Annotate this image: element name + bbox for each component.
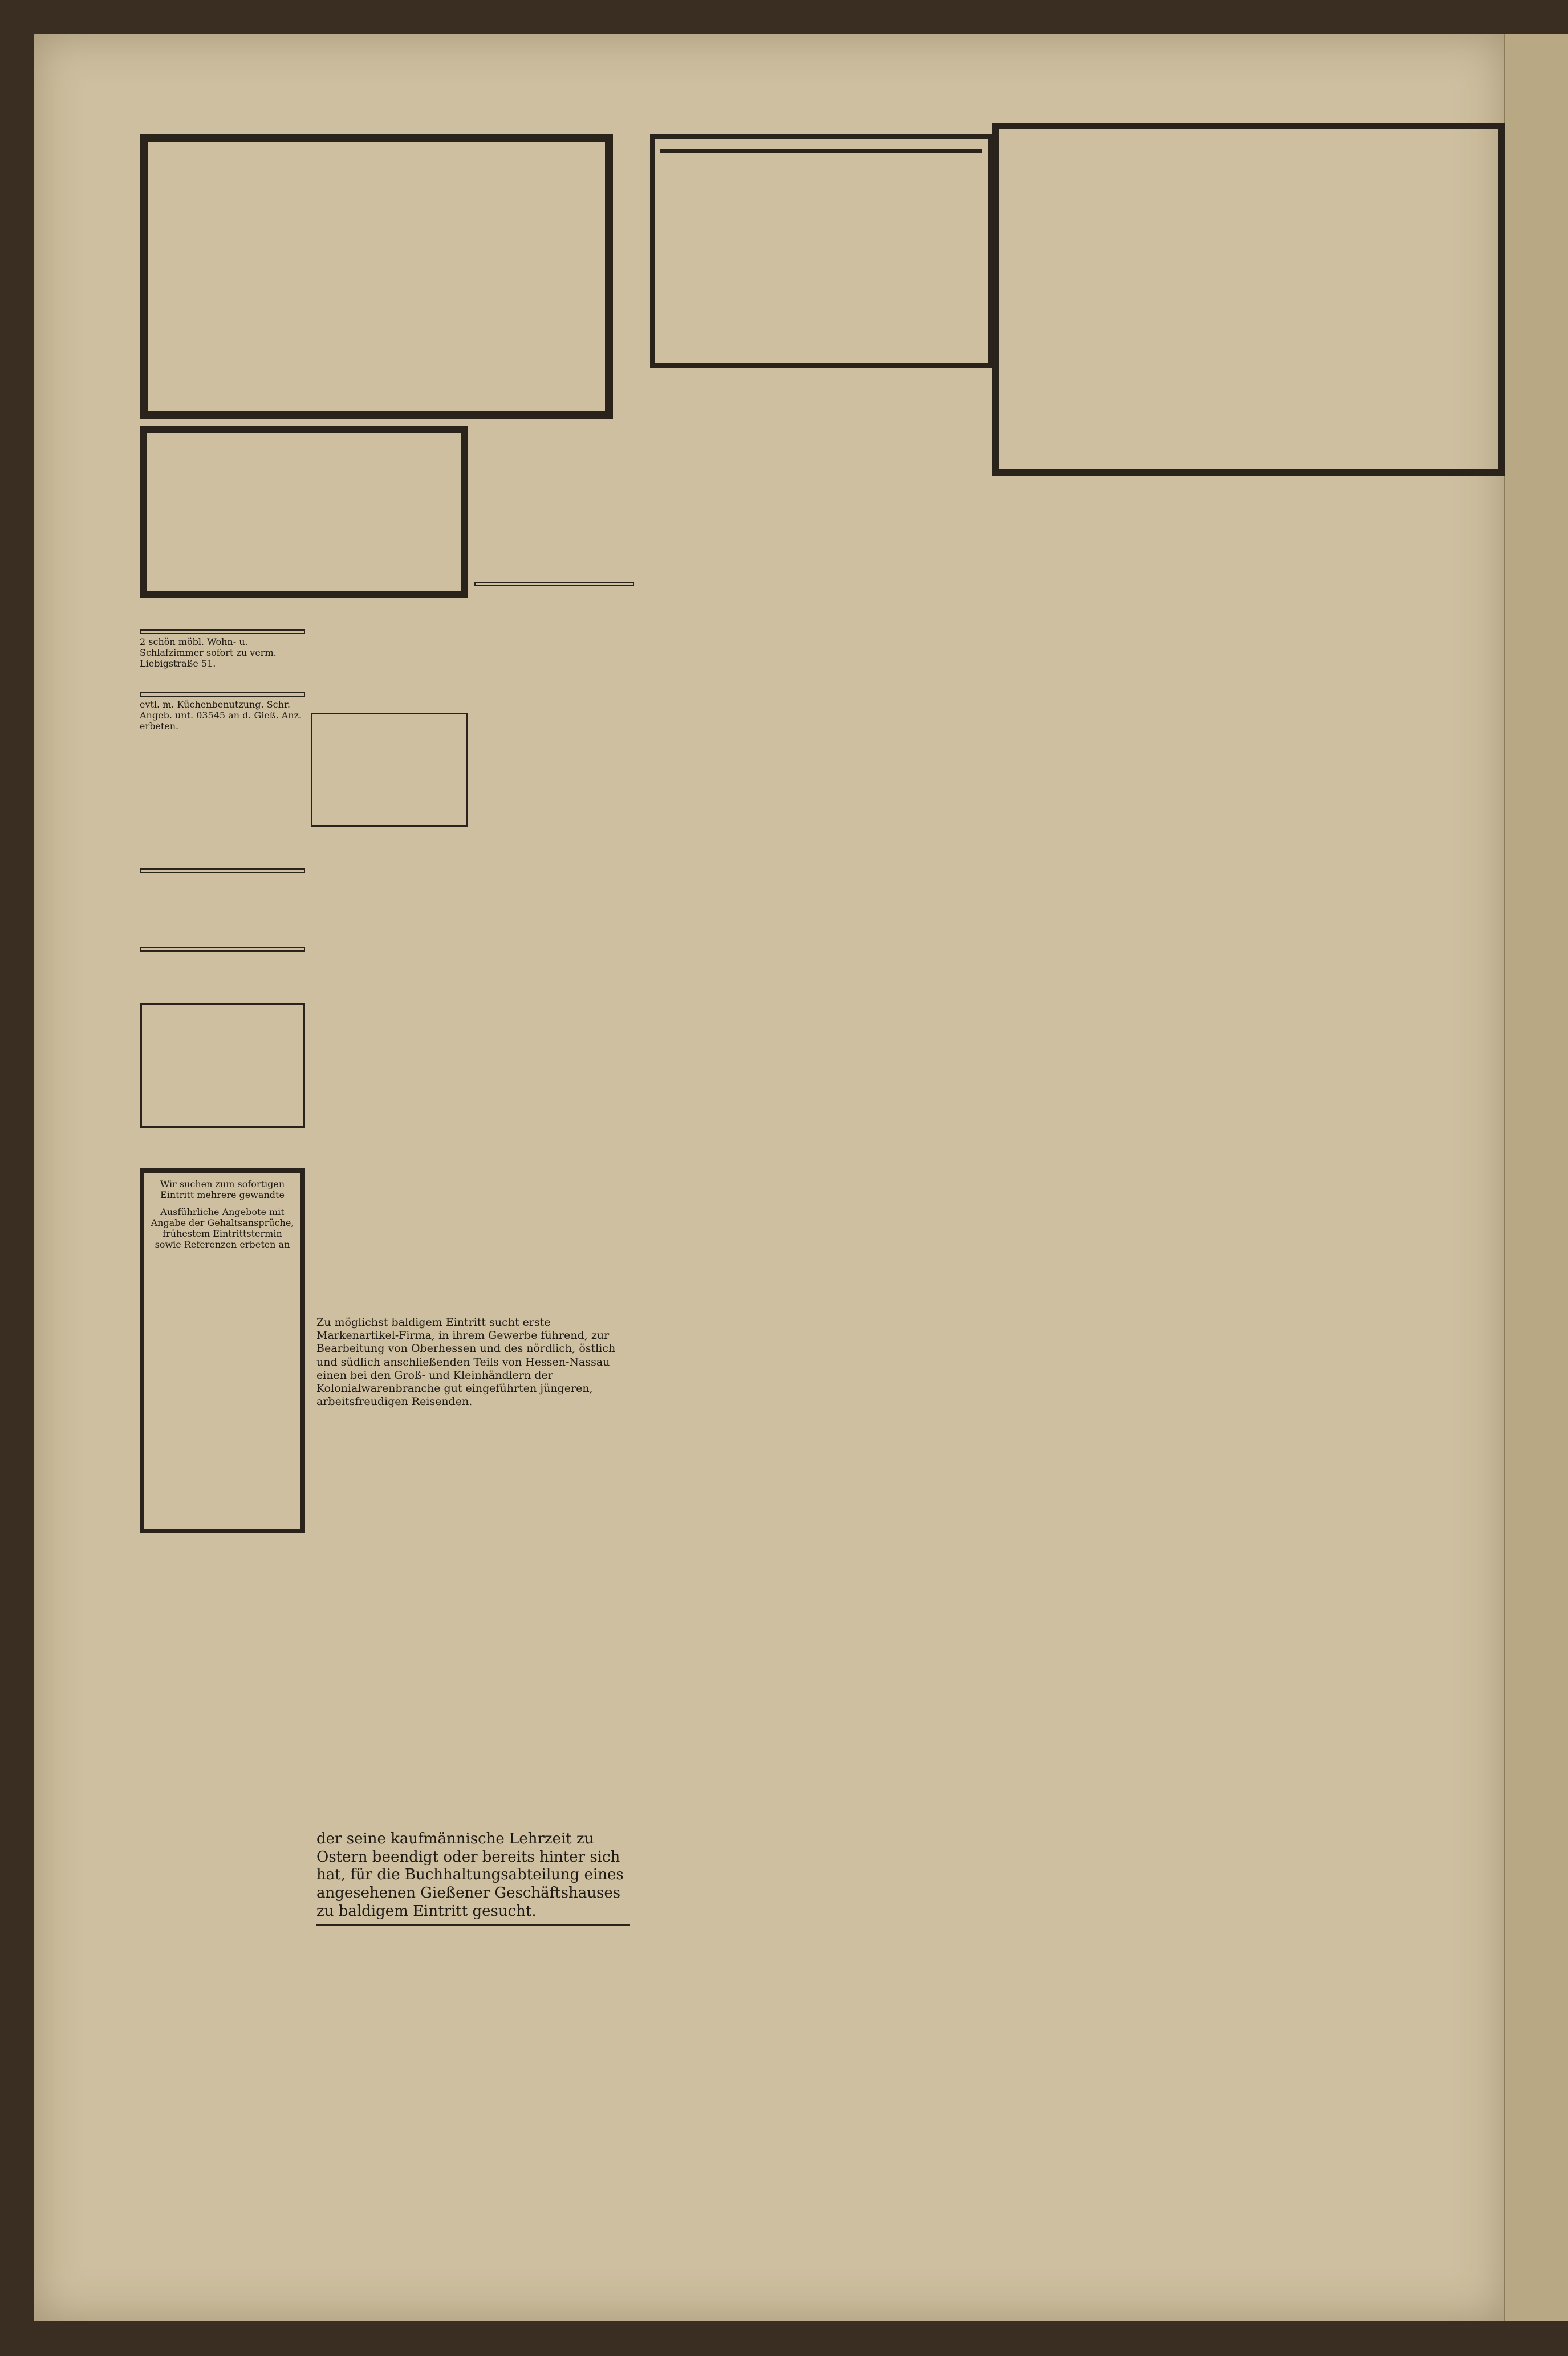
column-3: [474, 422, 634, 1300]
death-notice: [140, 134, 613, 419]
steno-ad: [140, 1168, 305, 1533]
section-vermietungen: [140, 629, 305, 634]
steno-intro: Wir suchen zum sofortigen Eintritt mehrere gewandte: [160, 1179, 285, 1201]
column-1: [140, 627, 305, 2304]
paedagogium-ad: [650, 134, 992, 368]
column-2: [311, 627, 468, 1289]
junger-mann-text: der seine kaufmännische Lehrzeit zu Ostern beendigt oder bereits hinter sich hat, für die Buchhaltungsabteilung eines angesehenen Gießener Geschäftshauses zu baldigem Eintritt gesucht.: [316, 1830, 624, 1920]
section-mietgesuche: [140, 692, 305, 697]
hausbursche-ad: [140, 1003, 305, 1128]
section-stellengesuche: [474, 582, 634, 586]
samenhaus-ad: [992, 496, 1505, 861]
reisender-text: Zu möglichst baldigem Eintritt sucht erste Markenartikel-Firma, in ihrem Gewerbe führend, zur Bearbeitung von Oberhessen und des nördlich, östlich und südlich anschließenden Teils von Hessen-Nassau einen bei den Groß- und Kleinhändlern der Kolonialwarenbranche gut eingeführten jüngeren, arbeitsfreudigen Reisenden.: [316, 1316, 616, 1408]
stotternde-ad: [992, 123, 1505, 476]
mietgesuche-text: evtl. m. Küchenbenutzung. Schr. Angeb. unt. 03545 an d. Gieß. Anz. erbeten.: [140, 698, 302, 732]
reisender-ad: [311, 1300, 636, 1597]
altpapier-ad: [650, 371, 992, 439]
thanks-notice: [140, 426, 468, 598]
section-wohnungstausch: [140, 868, 305, 873]
vertreter-ad: [311, 1614, 636, 1825]
junger-mann-ad: [311, 1825, 636, 2292]
vermietungen-text: 2 schön möbl. Wohn- u. Schlafzimmer sofort zu verm. Liebigstraße 51.: [140, 636, 277, 669]
section-stellenangebote: [140, 947, 305, 952]
paedagogium-name: [660, 149, 982, 153]
koechin-ad: [311, 713, 468, 827]
adjacent-page-edge: [1504, 34, 1568, 2321]
steno-text: Ausführliche Angebote mit Angabe der Gehaltsansprüche, frühestem Eintrittstermin sowie Referenzen erbeten an: [151, 1206, 294, 1250]
